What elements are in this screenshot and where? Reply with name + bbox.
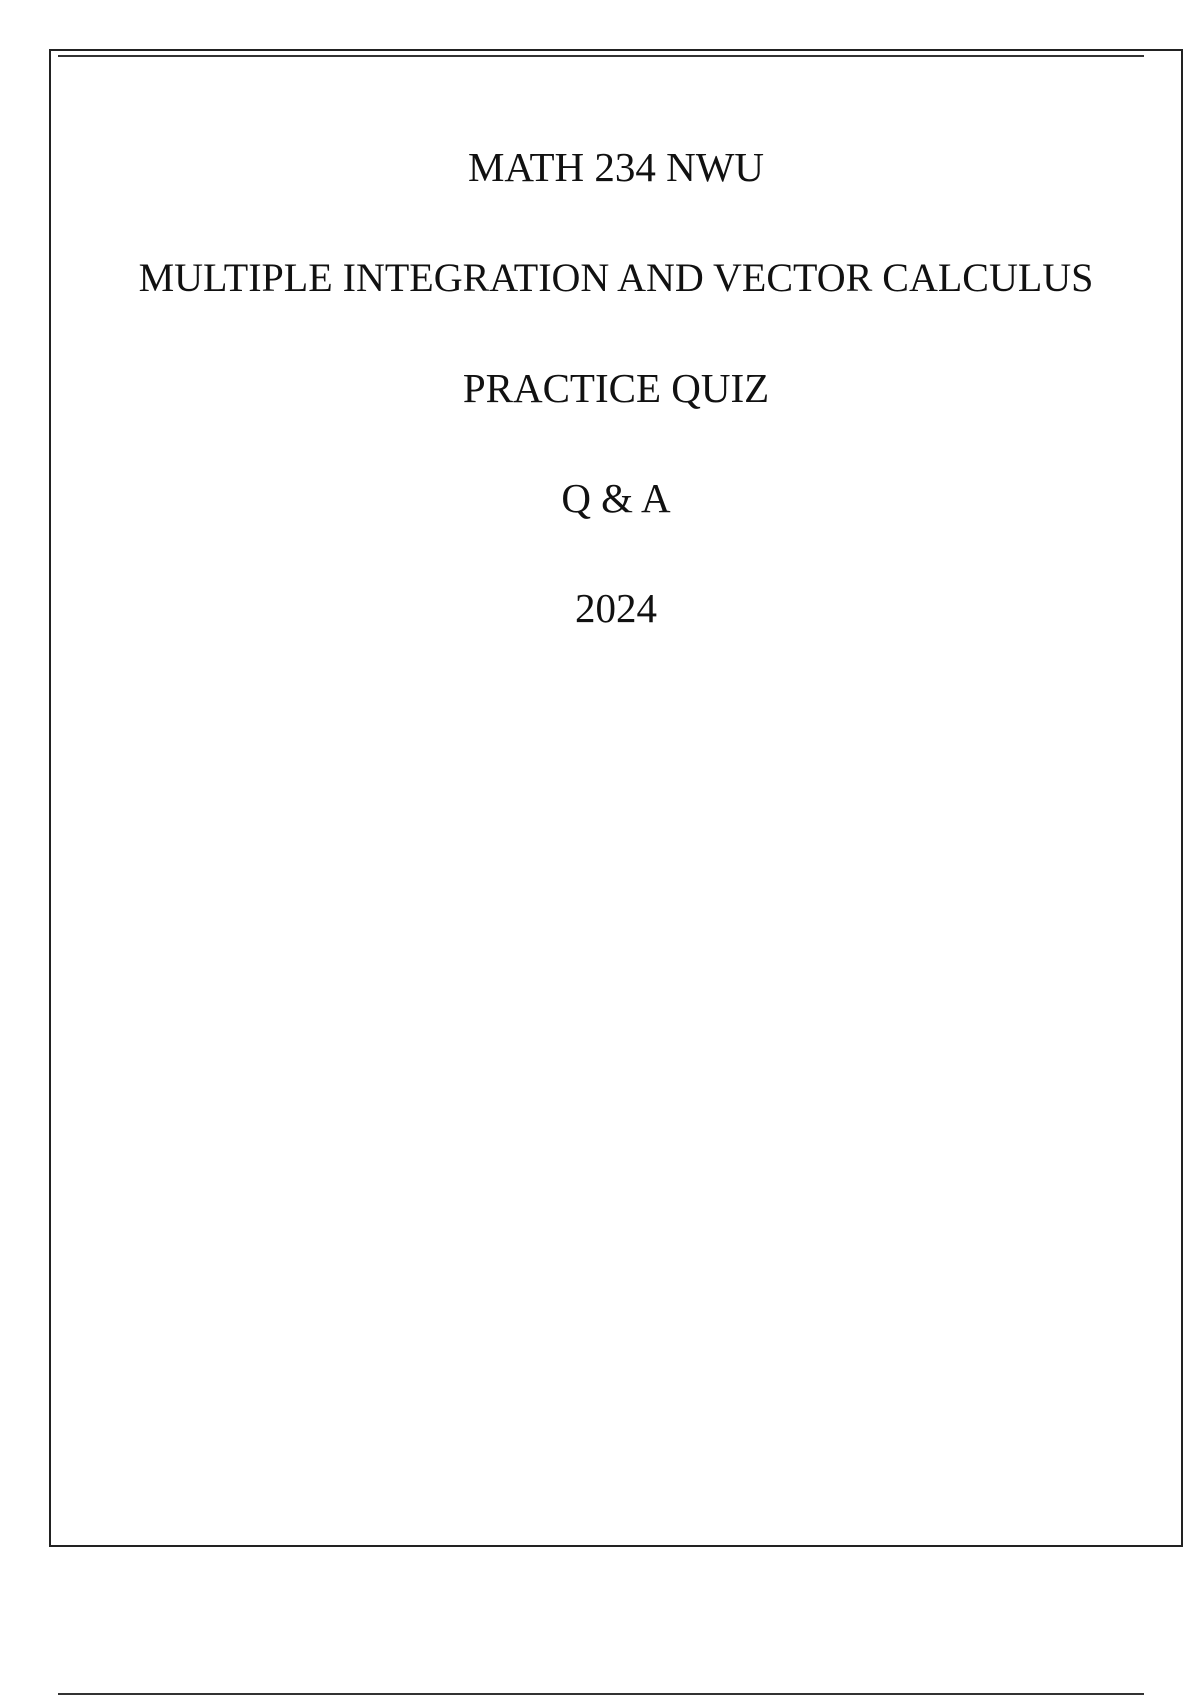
qa-label: Q & A bbox=[561, 475, 671, 521]
course-code: MATH 234 NWU bbox=[467, 144, 765, 190]
year-label: 2024 bbox=[575, 585, 657, 631]
subject-title: MULTIPLE INTEGRATION AND VECTOR CALCULUS bbox=[138, 255, 1094, 300]
header-rule bbox=[58, 55, 1144, 57]
footer-rule bbox=[58, 1693, 1144, 1695]
quiz-title: PRACTICE QUIZ bbox=[462, 365, 770, 411]
